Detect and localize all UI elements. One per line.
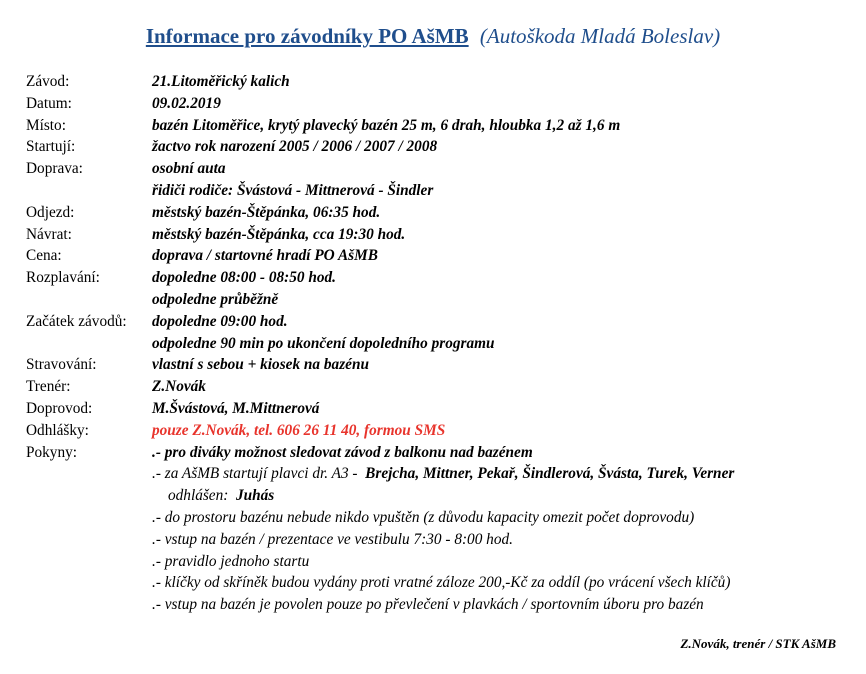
value-stravovani: vlastní s sebou + kiosek na bazénu bbox=[152, 356, 369, 374]
row-pokyny-4 bbox=[26, 529, 856, 551]
row-misto bbox=[26, 115, 856, 137]
value-rozplavani: dopoledne 08:00 - 08:50 hod. bbox=[152, 269, 336, 287]
row-startuji bbox=[26, 136, 856, 158]
row-pokyny-3 bbox=[26, 507, 856, 529]
row-pokyny-5 bbox=[26, 551, 856, 573]
label-startuji: Startují: bbox=[26, 138, 76, 156]
label-empty bbox=[26, 507, 152, 529]
pokyny-item-7: .- vstup na bazén je povolen pouze po převlečení v plavkách / sportovním úboru pro bazén bbox=[152, 596, 704, 614]
label-navrat: Návrat: bbox=[26, 225, 72, 243]
value-odhlasky: pouze Z.Novák, tel. 606 26 11 40, formou SMS bbox=[152, 421, 446, 439]
row-pokyny-2 bbox=[26, 463, 856, 485]
value-zacatek: dopoledne 09:00 hod. bbox=[152, 312, 288, 330]
row-rozplavani-odpoledne bbox=[26, 289, 856, 311]
info-table bbox=[26, 71, 856, 616]
row-doprava bbox=[26, 158, 856, 180]
label-empty bbox=[26, 529, 152, 551]
row-stravovani bbox=[26, 354, 856, 376]
value-doprovod: M.Švástová, M.Mittnerová bbox=[152, 399, 320, 417]
row-pokyny-2b bbox=[26, 485, 856, 507]
label-empty bbox=[26, 485, 152, 507]
label-empty bbox=[26, 333, 152, 355]
label-empty bbox=[26, 289, 152, 311]
value-navrat: městský bazén-Štěpánka, cca 19:30 hod. bbox=[152, 225, 406, 243]
label-stravovani: Stravování: bbox=[26, 356, 97, 374]
pokyny-item-1: .- pro diváky možnost sledovat závod z balkonu nad bazénem bbox=[152, 443, 533, 461]
value-misto: bazén Litoměřice, krytý plavecký bazén 25 m, 6 drah, hloubka 1,2 až 1,6 m bbox=[152, 116, 621, 134]
row-zacatek bbox=[26, 311, 856, 333]
label-cena: Cena: bbox=[26, 247, 62, 265]
pokyny-item-2b-prefix: odhlášen: bbox=[168, 487, 229, 505]
label-rozplavani: Rozplavání: bbox=[26, 269, 100, 287]
pokyny-item-2-prefix: .- za AšMB startují plavci dr. A3 - bbox=[152, 465, 358, 483]
label-empty bbox=[26, 180, 152, 202]
pokyny-item-3: .- do prostoru bazénu nebude nikdo vpuštěn (z důvodu kapacity omezit počet doprovodu) bbox=[152, 508, 695, 526]
label-trener: Trenér: bbox=[26, 378, 71, 396]
label-empty bbox=[26, 572, 152, 594]
document-title bbox=[0, 22, 866, 50]
label-doprovod: Doprovod: bbox=[26, 399, 93, 417]
value-ridici: řidiči rodiče: Švástová - Mittnerová - Šindler bbox=[152, 181, 434, 199]
label-empty bbox=[26, 463, 152, 485]
value-zavod: 21.Litoměřický kalich bbox=[152, 73, 290, 90]
pokyny-item-2b-name: Juhás bbox=[236, 487, 275, 505]
label-zacatek: Začátek závodů: bbox=[26, 312, 127, 330]
title-subtitle: (Autoškoda Mladá Boleslav) bbox=[479, 24, 721, 48]
row-odhlasky bbox=[26, 420, 856, 442]
value-odjezd: městský bazén-Štěpánka, 06:35 hod. bbox=[152, 203, 381, 221]
pokyny-item-2-names: Brejcha, Mittner, Pekař, Šindlerová, Švásta, Turek, Verner bbox=[365, 465, 735, 483]
row-pokyny bbox=[26, 442, 856, 464]
label-empty bbox=[26, 594, 152, 616]
label-odjezd: Odjezd: bbox=[26, 203, 75, 221]
label-odhlasky: Odhlášky: bbox=[26, 421, 89, 439]
value-doprava: osobní auta bbox=[152, 160, 226, 178]
value-startuji: žactvo rok narození 2005 / 2006 / 2007 / 2008 bbox=[152, 138, 438, 156]
pokyny-item-2 bbox=[152, 463, 734, 485]
pokyny-item-6: .- klíčky od skříněk budou vydány proti vratné záloze 200,-Kč za oddíl (po vrácení všech klíčů) bbox=[152, 574, 731, 592]
row-zavod bbox=[26, 71, 856, 93]
pokyny-item-2b bbox=[152, 485, 274, 507]
row-zacatek-odpoledne bbox=[26, 333, 856, 355]
row-navrat bbox=[26, 224, 856, 246]
value-cena: doprava / startovné hradí PO AšMB bbox=[152, 247, 378, 265]
label-datum: Datum: bbox=[26, 94, 72, 112]
row-pokyny-7 bbox=[26, 594, 856, 616]
row-datum bbox=[26, 93, 856, 115]
title-main: Informace pro závodníky PO AšMB bbox=[145, 24, 469, 48]
label-doprava: Doprava: bbox=[26, 160, 83, 178]
row-trener bbox=[26, 376, 856, 398]
label-pokyny: Pokyny: bbox=[26, 443, 77, 461]
row-cena bbox=[26, 245, 856, 267]
pokyny-item-5: .- pravidlo jednoho startu bbox=[152, 552, 310, 570]
value-rozplavani-odpoledne: odpoledne průběžně bbox=[152, 290, 279, 308]
label-empty bbox=[26, 551, 152, 573]
label-misto: Místo: bbox=[26, 116, 66, 134]
row-doprovod bbox=[26, 398, 856, 420]
pokyny-item-4: .- vstup na bazén / prezentace ve vestibulu 7:30 - 8:00 hod. bbox=[152, 530, 513, 548]
signature-footer: Z.Novák, trenér / STK AšMB bbox=[680, 636, 836, 651]
value-datum: 09.02.2019 bbox=[152, 94, 221, 112]
row-doprava-ridici bbox=[26, 180, 856, 202]
row-odjezd bbox=[26, 202, 856, 224]
value-trener: Z.Novák bbox=[152, 378, 206, 396]
row-pokyny-6 bbox=[26, 572, 856, 594]
row-rozplavani bbox=[26, 267, 856, 289]
value-zacatek-odpoledne: odpoledne 90 min po ukončení dopoledního programu bbox=[152, 334, 495, 352]
label-zavod: Závod: bbox=[26, 73, 70, 90]
